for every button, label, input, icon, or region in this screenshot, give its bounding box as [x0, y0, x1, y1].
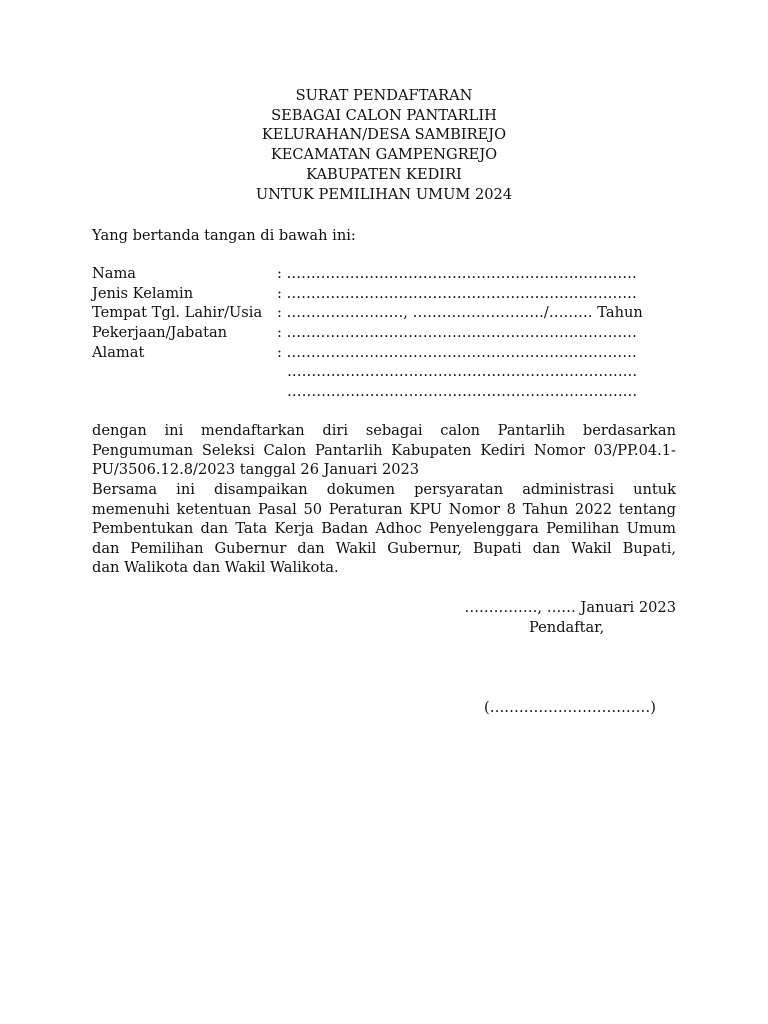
field-label: Alamat — [92, 343, 145, 361]
intro-text: Yang bertanda tangan di bawah ini: — [92, 227, 356, 244]
paragraph-line: dan Walikota dan Wakil Walikota. — [92, 559, 339, 577]
title-line: SURAT PENDAFTARAN — [295, 87, 473, 104]
title-line: KECAMATAN GAMPENGREJO — [270, 146, 498, 164]
title-line: KABUPATEN KEDIRI — [306, 165, 462, 183]
title-line: KELURAHAN/DESA SAMBIREJO — [261, 126, 507, 144]
field-value: : ……………………………………………………………… — [277, 284, 637, 302]
title-line: SEBAGAI CALON PANTARLIH — [271, 106, 497, 124]
field-value: : ……………………………………………………………… — [277, 343, 637, 361]
paragraph-line: Pembentukan dan Tata Kerja Badan Adhoc Penyelenggara Pemilihan Umum — [92, 520, 676, 538]
registration-paragraph — [92, 421, 676, 480]
field-value: ……………………………………………………………… — [287, 363, 638, 381]
paragraph-line: PU/3506.12.8/2023 tanggal 26 Januari 2023 — [92, 461, 420, 479]
title-line: UNTUK PEMILIHAN UMUM 2024 — [255, 185, 513, 203]
field-gender — [92, 284, 676, 304]
paragraph-line: dan Pemilihan Gubernur dan Wakil Gubernur, Bupati dan Wakil Bupati, — [92, 539, 676, 557]
field-label: Pekerjaan/Jabatan — [92, 324, 228, 342]
requirements-paragraph — [92, 480, 676, 578]
field-value: ……………………………………………………………… — [287, 383, 638, 401]
document-title — [92, 86, 676, 204]
signature-line: (……………………………) — [484, 699, 656, 716]
applicant-fields — [92, 264, 676, 402]
field-value: : ……………………………………………………………… — [277, 324, 637, 342]
field-address — [92, 343, 676, 363]
field-value: : ……………………, ………………………/……… Tahun — [277, 304, 643, 322]
field-label: Nama — [92, 265, 137, 282]
field-address-continuation — [92, 362, 676, 382]
field-label: Jenis Kelamin — [92, 284, 194, 302]
paragraph-line: memenuhi ketentuan Pasal 50 Peraturan KPU Nomor 8 Tahun 2022 tentang — [92, 500, 676, 518]
field-value: : ……………………………………………………………… — [277, 265, 637, 282]
paragraph-line: dengan ini mendaftarkan diri sebagai calon Pantarlih berdasarkan — [92, 422, 676, 439]
field-address-continuation — [92, 382, 676, 402]
applicant-label: Pendaftar, — [529, 619, 605, 636]
field-birth — [92, 303, 676, 323]
field-name — [92, 264, 676, 284]
field-label: Tempat Tgl. Lahir/Usia — [92, 304, 263, 322]
place-date-line: ……………, …… Januari 2023 — [464, 599, 676, 616]
paragraph-line: Bersama ini disampaikan dokumen persyaratan administrasi untuk — [92, 481, 676, 498]
paragraph-line: Pengumuman Seleksi Calon Pantarlih Kabupaten Kediri Nomor 03/PP.04.1- — [92, 441, 676, 459]
field-occupation — [92, 323, 676, 343]
